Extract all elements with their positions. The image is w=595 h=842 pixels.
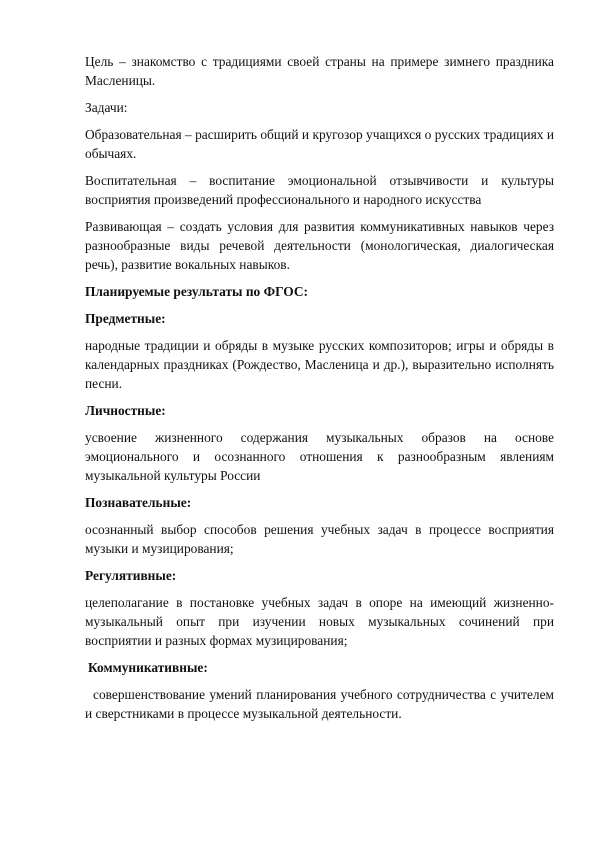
- upbringing-task: Воспитательная – воспитание эмоциональной отзывчивости и культуры восприятия произведений профессионального и народного искусства: [85, 173, 554, 207]
- tasks-heading: Задачи:: [85, 100, 128, 115]
- subject-text: народные традиции и обряды в музыке русских композиторов; игры и обряды в календарных праздниках (Рождество, Масленица и др.), выразительно исполнять песни.: [85, 338, 554, 391]
- subject-heading: Предметные:: [85, 311, 166, 326]
- developing-task: Развивающая – создать условия для развития коммуникативных навыков через разнообразные виды речевой деятельности (монологическая, диалогическая речь), развитие вокальных навыков.: [85, 219, 554, 272]
- goal-paragraph: Цель – знакомство с традициями своей страны на примере зимнего праздника Масленицы.: [85, 54, 554, 88]
- cognitive-text: осознанный выбор способов решения учебных задач в процессе восприятия музыки и музицирования;: [85, 522, 554, 556]
- communicative-text: совершенствование умений планирования учебного сотрудничества с учителем и сверстниками в процессе музыкальной деятельности.: [85, 687, 554, 721]
- cognitive-heading: Познавательные:: [85, 495, 192, 510]
- educational-task: Образовательная – расширить общий и кругозор учащихся о русских традициях и обычаях.: [85, 127, 554, 161]
- communicative-heading: Коммуникативные:: [88, 660, 208, 675]
- results-heading: Планируемые результаты по ФГОС:: [85, 284, 308, 299]
- regulatory-heading: Регулятивные:: [85, 568, 177, 583]
- regulatory-text: целеполагание в постановке учебных задач в опоре на имеющий жизненно-музыкальный опыт при изучении новых музыкальных сочинений при восприятии и разных формах музицирования;: [85, 595, 554, 648]
- document-page: [85, 52, 554, 731]
- personal-text: усвоение жизненного содержания музыкальных образов на основе эмоционального и осознанного отношения к разнообразным явлениям музыкальной культуры России: [85, 430, 554, 483]
- personal-heading: Личностные:: [85, 403, 166, 418]
